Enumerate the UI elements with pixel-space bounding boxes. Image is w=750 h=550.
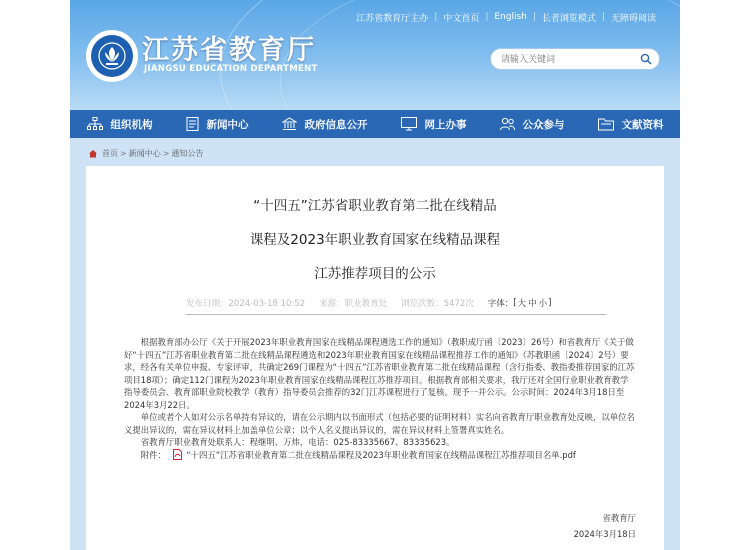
page-frame bbox=[70, 0, 680, 550]
nav-item-documents[interactable] bbox=[594, 110, 668, 138]
font-size-large-button[interactable]: 大 bbox=[517, 299, 527, 309]
nav-item-public[interactable] bbox=[496, 110, 569, 138]
org-chart-icon bbox=[87, 117, 103, 131]
breadcrumb-home[interactable]: 首页 bbox=[102, 149, 118, 158]
publish-date: 发布日期：2024-03-18 10:52 bbox=[186, 299, 306, 309]
body-paragraph: 单位或者个人如对公示名单持有异议的，请在公示期内以书面形式（包括必要的证明材料）实名向省教育厅职业教育处反映，以单位名义提出异议的，需在异议材料上加盖单位公章；以个人名义提出异议的，需在异议材料上签署真实姓名。 bbox=[124, 412, 635, 435]
article-body bbox=[124, 336, 636, 461]
home-icon bbox=[88, 149, 98, 158]
elder-mode-link[interactable]: 长者浏览模式 bbox=[541, 13, 596, 24]
article-panel bbox=[86, 166, 664, 550]
accessibility-link[interactable]: 无障碍阅读 bbox=[610, 13, 656, 24]
bracket: ] bbox=[548, 298, 552, 308]
site-logo[interactable] bbox=[86, 30, 138, 82]
search-box bbox=[490, 48, 660, 70]
article-title-line: 课程及2023年职业教育国家在线精品课程 bbox=[249, 232, 501, 248]
font-size-small-button[interactable]: 小 bbox=[538, 299, 548, 309]
pdf-icon bbox=[173, 449, 182, 460]
nav-item-org[interactable] bbox=[83, 110, 157, 138]
nav-label: 组织机构 bbox=[110, 118, 153, 131]
divider: | bbox=[485, 12, 489, 22]
host-label: 江苏省教育厅主办 bbox=[356, 13, 429, 24]
font-size-switch bbox=[488, 297, 552, 309]
emblem-icon bbox=[91, 35, 133, 77]
breadcrumb-notice[interactable]: 通知公告 bbox=[171, 149, 204, 158]
site-title: 江苏省教育厅 bbox=[142, 35, 316, 66]
body-paragraph: 省教育厅职业教育处联系人：程继明、万炜，电话：025-83335667、83335623。 bbox=[140, 437, 455, 447]
breadcrumb-separator: > bbox=[162, 149, 170, 158]
breadcrumb bbox=[88, 148, 204, 159]
nav-item-online-service[interactable] bbox=[397, 110, 471, 138]
attachment-label: 附件： bbox=[140, 449, 166, 460]
main-nav bbox=[70, 110, 680, 138]
breadcrumb-separator: > bbox=[120, 149, 127, 158]
english-link[interactable]: English bbox=[494, 12, 527, 22]
divider: | bbox=[434, 12, 438, 22]
monitor-icon bbox=[401, 117, 417, 131]
article-title-line: “十四五”江苏省职业教育第二批在线精品 bbox=[253, 198, 497, 214]
view-count: 浏览次数：5472次 bbox=[401, 299, 474, 309]
nav-label: 文献资料 bbox=[621, 118, 664, 131]
body-paragraph: 根据教育部办公厅《关于开展2023年职业教育国家在线精品课程遴选工作的通知》（教职成厅函〔2023〕26号）和省教育厅《关于做好“十四五”江苏省职业教育第二批在线精品课程遴选和2023年职业教育国家在线精品课程推荐工作的通知》（苏教职函〔2024〕2号）要求，经各有关单位申报、专家评审，共确定269门课程为“十四五”江苏省职业教育第二批在线精品课程（含行指委、教指委推荐国家的江苏项目18项）；确定112门课程为2023年职业教育国家在线精品课程江苏推荐项目。根据教育部相关要求，我厅还对全国行业职业教育教学指导委员会、教育部职业院校教学（教育）指导委员会推荐的32门江苏课程进行了复核。现予一并公示。公示时间：2024年3月18日至2024年3月22日。 bbox=[124, 337, 635, 410]
site-subtitle: JIANGSU EDUCATION DEPARTMENT bbox=[144, 64, 318, 74]
folder-icon bbox=[598, 117, 614, 131]
nav-label: 网上办事 bbox=[424, 118, 467, 131]
nav-item-news[interactable] bbox=[182, 110, 253, 138]
top-links-bar bbox=[350, 10, 662, 24]
government-icon bbox=[282, 117, 297, 131]
nav-label: 政府信息公开 bbox=[304, 118, 368, 131]
search-button[interactable] bbox=[637, 50, 655, 68]
chinese-home-link[interactable]: 中文首页 bbox=[443, 13, 480, 24]
document-icon bbox=[186, 117, 199, 131]
breadcrumb-news[interactable]: 新闻中心 bbox=[128, 149, 161, 158]
signature-date: 2024年3月18日 bbox=[573, 529, 636, 539]
nav-label: 新闻中心 bbox=[206, 118, 249, 131]
search-icon bbox=[640, 53, 652, 65]
nav-item-gov-info[interactable] bbox=[278, 110, 372, 138]
attachment-line bbox=[124, 449, 636, 462]
divider: | bbox=[601, 12, 605, 22]
site-header bbox=[70, 0, 680, 110]
font-size-label: 字体： bbox=[487, 299, 514, 309]
bracket: [ bbox=[513, 298, 517, 308]
nav-label: 公众参与 bbox=[522, 118, 565, 131]
divider: | bbox=[532, 12, 536, 22]
attachment-link[interactable]: “十四五”江苏省职业教育第二批在线精品课程及2023年职业教育国家在线精品课程江苏推荐项目名单.pdf bbox=[186, 449, 576, 460]
article-source: 来源：职业教育处 bbox=[319, 299, 388, 309]
article-title-line: 江苏推荐项目的公示 bbox=[314, 266, 436, 282]
search-input[interactable] bbox=[491, 54, 637, 64]
font-size-medium-button[interactable]: 中 bbox=[528, 299, 537, 309]
signature-org: 省教育厅 bbox=[602, 513, 636, 523]
people-icon bbox=[500, 117, 515, 131]
article-meta bbox=[186, 292, 606, 315]
